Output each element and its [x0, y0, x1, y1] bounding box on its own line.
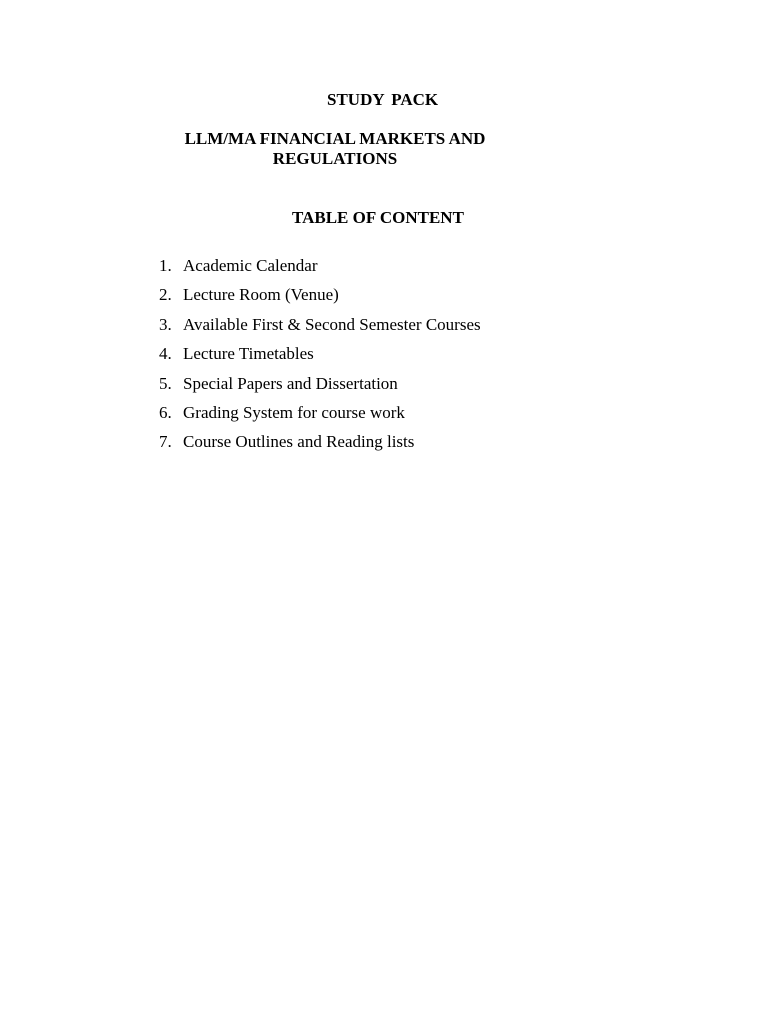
- table-of-content-heading: TABLE OF CONTENT: [292, 208, 464, 227]
- toc-item-5: [159, 374, 481, 403]
- toc-item-label: Available First & Second Semester Courses: [183, 314, 481, 334]
- toc-item-3: [159, 315, 481, 344]
- study-pack-heading: STUDY PACK: [327, 90, 439, 109]
- toc-item-label: Academic Calendar: [183, 256, 318, 275]
- course-title: [150, 129, 520, 169]
- toc-item-number: 6.: [159, 402, 172, 422]
- course-title-line-2: REGULATIONS: [272, 149, 398, 168]
- toc-item-2: [159, 285, 481, 314]
- course-title-line-1: LLM/MA FINANCIAL MARKETS AND: [184, 129, 486, 148]
- toc-item-label: Lecture Timetables: [183, 344, 314, 364]
- toc-item-label: Course Outlines and Reading lists: [183, 432, 415, 452]
- table-of-content-list: [159, 256, 481, 462]
- toc-item-label: Special Papers and Dissertation: [183, 373, 398, 393]
- toc-item-number: 2.: [159, 285, 172, 305]
- toc-item-4: [159, 344, 481, 373]
- toc-item-number: 5.: [159, 373, 172, 393]
- toc-item-number: 3.: [159, 314, 172, 334]
- toc-item-1: [159, 256, 481, 285]
- toc-item-number: 4.: [159, 344, 172, 364]
- toc-item-number: 1.: [159, 256, 172, 275]
- toc-item-7: [159, 432, 481, 461]
- toc-item-label: Lecture Room (Venue): [183, 285, 339, 305]
- toc-item-6: [159, 403, 481, 432]
- toc-item-number: 7.: [159, 432, 172, 452]
- toc-item-label: Grading System for course work: [183, 402, 405, 422]
